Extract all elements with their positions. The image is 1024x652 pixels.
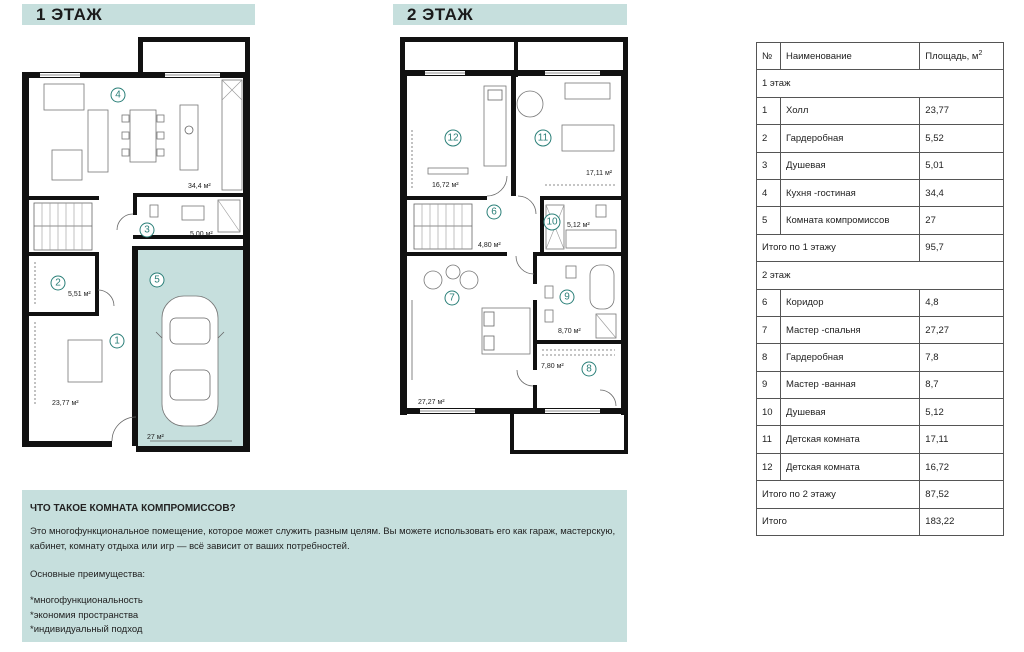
svg-text:5,12 м²: 5,12 м² <box>567 222 590 229</box>
advantage-item: *многофункциональность <box>30 595 143 606</box>
floor-2-total-label: Итого по 2 этажу <box>757 481 920 508</box>
cell-area: 5,12 <box>920 399 1004 426</box>
floor-2-section-row <box>757 262 1004 289</box>
floor-1-plan <box>22 37 250 452</box>
kitchen-island-icon <box>180 105 198 170</box>
svg-text:12: 12 <box>447 132 459 144</box>
table-row <box>757 426 1004 453</box>
advantage-item: *экономия пространства <box>30 609 139 621</box>
floor-1-title: 1 ЭТАЖ <box>36 5 103 24</box>
cell-num: 8 <box>757 344 781 371</box>
cell-num: 2 <box>757 125 781 152</box>
header-num: № <box>757 43 781 70</box>
bathtub-icon <box>590 265 614 309</box>
table-row <box>757 125 1004 152</box>
stairs-icon-2 <box>414 204 472 249</box>
cell-num: 4 <box>757 179 781 206</box>
info-body: Это многофункциональное помещение, которое может служить разным целям. Вы можете использовать его как гараж, мастерскую, кабинет, комнату отдыха или игр — всё зависит от ваших потребностей. <box>30 526 616 552</box>
cell-name: Холл <box>780 97 919 124</box>
svg-text:8,70 м²: 8,70 м² <box>558 328 581 335</box>
cell-name: Детская комната <box>780 426 919 453</box>
svg-text:4: 4 <box>115 89 121 101</box>
cell-area: 27 <box>920 207 1004 234</box>
svg-text:9: 9 <box>564 291 570 303</box>
cell-area: 4,8 <box>920 289 1004 316</box>
floor-1-total-row <box>757 234 1004 261</box>
stairs-icon <box>34 203 92 250</box>
info-title: ЧТО ТАКОЕ КОМНАТА КОМПРОМИССОВ? <box>30 503 236 514</box>
room-label-10 <box>544 214 590 230</box>
svg-text:34,4 м²: 34,4 м² <box>188 183 211 190</box>
table-row <box>757 399 1004 426</box>
grand-total-row <box>757 508 1004 535</box>
svg-text:23,77 м²: 23,77 м² <box>52 400 79 407</box>
cell-name: Коридор <box>780 289 919 316</box>
cell-name: Кухня -гостиная <box>780 179 919 206</box>
svg-text:5,51 м²: 5,51 м² <box>68 291 91 298</box>
grand-total-label: Итого <box>757 508 920 535</box>
floor-2-title: 2 ЭТАЖ <box>407 5 474 24</box>
room-label-9 <box>558 290 581 335</box>
floor-1-section-row <box>757 70 1004 97</box>
kitchen-counter-icon <box>222 80 242 190</box>
armchair-icon <box>52 150 82 180</box>
svg-text:16,72 м²: 16,72 м² <box>432 182 459 189</box>
car-icon <box>156 296 224 426</box>
table-row <box>757 344 1004 371</box>
svg-text:17,11 м²: 17,11 м² <box>586 170 613 177</box>
svg-text:27,27 м²: 27,27 м² <box>418 399 445 406</box>
cell-name: Комната компромиссов <box>780 207 919 234</box>
desk-icon <box>565 83 610 99</box>
table-row <box>757 179 1004 206</box>
cell-name: Душевая <box>780 399 919 426</box>
table-row <box>757 289 1004 316</box>
cell-num: 1 <box>757 97 781 124</box>
round-rug-icon <box>517 91 543 117</box>
header-name: Наименование <box>780 43 919 70</box>
floor-2-section-title: 2 этаж <box>757 262 1004 289</box>
cell-area: 5,52 <box>920 125 1004 152</box>
floor-1-section-title: 1 этаж <box>757 70 1004 97</box>
floor-2-total-value: 87,52 <box>920 481 1004 508</box>
cell-area: 27,27 <box>920 316 1004 343</box>
area-table <box>756 42 1004 536</box>
floor-2-total-row <box>757 481 1004 508</box>
svg-text:10: 10 <box>546 216 558 228</box>
table-row <box>757 316 1004 343</box>
floor-1-total-label: Итого по 1 этажу <box>757 234 920 261</box>
cell-num: 10 <box>757 399 781 426</box>
svg-text:3: 3 <box>144 224 150 236</box>
table-row <box>757 371 1004 398</box>
svg-text:7,80 м²: 7,80 м² <box>541 363 564 370</box>
room-label-12 <box>432 130 461 189</box>
svg-text:8: 8 <box>586 363 592 375</box>
svg-text:4,80 м²: 4,80 м² <box>478 242 501 249</box>
cell-name: Гардеробная <box>780 344 919 371</box>
svg-text:6: 6 <box>491 206 497 218</box>
cell-area: 5,01 <box>920 152 1004 179</box>
svg-text:27 м²: 27 м² <box>147 434 164 441</box>
cell-area: 7,8 <box>920 344 1004 371</box>
info-box <box>22 490 627 642</box>
cell-area: 23,77 <box>920 97 1004 124</box>
table-row <box>757 152 1004 179</box>
cell-num: 7 <box>757 316 781 343</box>
advantage-item: *индивидуальный подход <box>30 624 143 635</box>
bed-icon <box>484 86 506 166</box>
cell-num: 9 <box>757 371 781 398</box>
dining-table-icon <box>122 110 164 162</box>
cell-area: 16,72 <box>920 453 1004 480</box>
svg-text:5: 5 <box>154 274 160 286</box>
cell-name: Мастер -спальня <box>780 316 919 343</box>
svg-text:1: 1 <box>114 335 120 347</box>
bed-icon-3 <box>482 308 530 354</box>
rug-icon <box>68 340 102 382</box>
grand-total-value: 183,22 <box>920 508 1004 535</box>
room-label-8 <box>541 362 596 376</box>
floor-2-plan <box>400 37 628 454</box>
cell-num: 6 <box>757 289 781 316</box>
header-area: Площадь, $м^2$ <box>920 43 1004 70</box>
cell-name: Душевая <box>780 152 919 179</box>
svg-text:5,00 м²: 5,00 м² <box>190 231 213 238</box>
room-label-7 <box>418 291 459 406</box>
cell-num: 3 <box>757 152 781 179</box>
advantages-title: Основные преимущества: <box>30 569 146 580</box>
svg-text:2: 2 <box>55 277 61 289</box>
floor-1-total-value: 95,7 <box>920 234 1004 261</box>
cell-area: 8,7 <box>920 371 1004 398</box>
cell-num: 11 <box>757 426 781 453</box>
cell-name: Гардеробная <box>780 125 919 152</box>
table-row <box>757 207 1004 234</box>
bed-icon-2 <box>562 125 614 151</box>
cell-area: 17,11 <box>920 426 1004 453</box>
room-label-2 <box>51 276 91 298</box>
cell-name: Мастер -ванная <box>780 371 919 398</box>
svg-text:11: 11 <box>537 132 549 144</box>
floor-plans <box>0 0 640 470</box>
table-row <box>757 453 1004 480</box>
cell-num: 12 <box>757 453 781 480</box>
room-label-6 <box>478 205 501 249</box>
advantages-list <box>30 594 143 638</box>
cell-name: Детская комната <box>780 453 919 480</box>
cell-num: 5 <box>757 207 781 234</box>
cell-area: 34,4 <box>920 179 1004 206</box>
table-header-row <box>757 43 1004 70</box>
svg-text:7: 7 <box>449 292 455 304</box>
table-row <box>757 97 1004 124</box>
